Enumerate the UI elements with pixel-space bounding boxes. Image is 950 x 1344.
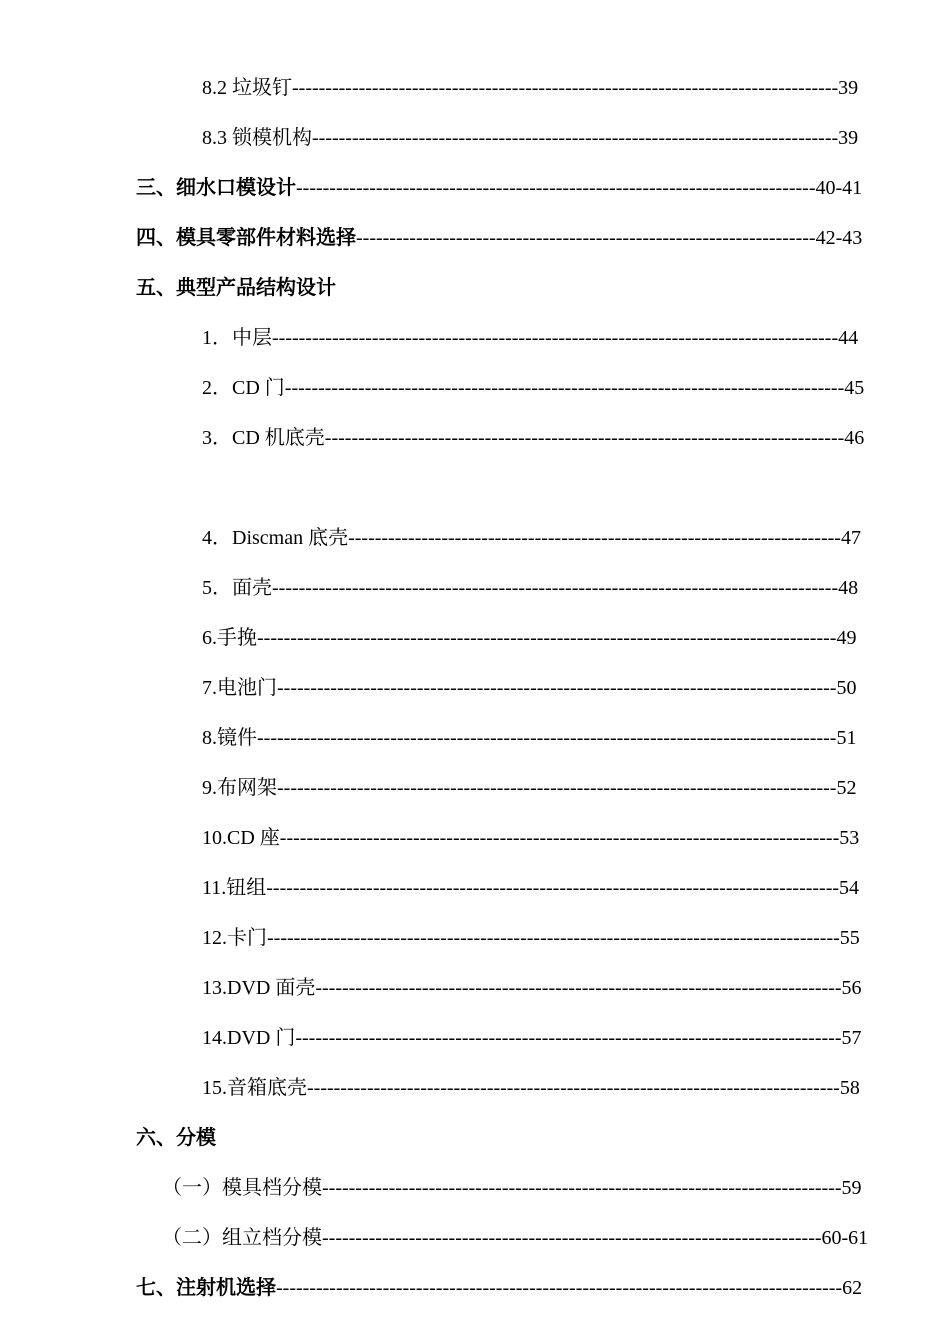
toc-dot-leader: ------------------------------------------------------------------------------------ (279, 827, 840, 849)
toc-entry-title: 12.卡门 (202, 927, 267, 949)
toc-entry-title: 3．CD 机底壳 (202, 427, 325, 449)
toc-entry[interactable] (136, 1276, 862, 1300)
toc-dot-leader: ------------------------------------------------------------------------------------ (277, 677, 837, 699)
toc-entry-title: 1．中层 (202, 327, 272, 349)
toc-page-number: 42-43 (815, 227, 863, 249)
toc-entry[interactable] (202, 1076, 860, 1100)
toc-entry[interactable] (202, 626, 856, 650)
toc-entry-title: 四、模具零部件材料选择 (136, 227, 356, 249)
toc-entry-title: （一）模具档分模 (162, 1177, 322, 1199)
toc-entry[interactable] (136, 176, 862, 200)
toc-dot-leader: ------------------------------------------------------------------------------------ (284, 377, 845, 399)
toc-entry[interactable] (202, 376, 864, 400)
toc-entry[interactable] (136, 276, 336, 300)
toc-entry-title: 六、分模 (136, 1127, 216, 1149)
toc-entry[interactable] (202, 776, 856, 800)
toc-dot-leader: ------------------------------------------------------------------------------------ (277, 777, 837, 799)
toc-entry-title: （二）组立档分模 (162, 1227, 322, 1249)
toc-page-number: 57 (841, 1027, 862, 1049)
toc-entry-title: 七、注射机选择 (136, 1277, 276, 1299)
toc-entry-title: 五、典型产品结构设计 (136, 277, 336, 299)
toc-page-number: 58 (839, 1077, 860, 1099)
toc-dot-leader: --------------------------------------------------------------------------------------- (257, 627, 837, 649)
toc-dot-leader: ------------------------------------------------------------------------------------- (276, 1277, 843, 1299)
toc-entry[interactable] (202, 526, 861, 550)
toc-dot-leader: ------------------------------------------------------------------------------ (296, 177, 816, 199)
toc-entry[interactable] (202, 76, 858, 100)
toc-entry-title: 三、细水口模设计 (136, 177, 296, 199)
toc-page-number: 49 (836, 627, 857, 649)
toc-dot-leader: ------------------------------------------------------------------------------------- (272, 327, 839, 349)
toc-entry[interactable] (162, 1176, 862, 1200)
toc-dot-leader: -------------------------------------------------------------------------- (348, 527, 841, 549)
toc-dot-leader: -------------------------------------------------------------------------------------- (266, 877, 840, 899)
toc-page-number: 39 (838, 127, 859, 149)
toc-entry[interactable] (202, 126, 858, 150)
toc-entry[interactable] (202, 826, 859, 850)
toc-page-number: 56 (841, 977, 862, 999)
toc-dot-leader: ------------------------------------------------------------------------------------- (272, 577, 839, 599)
toc-entry[interactable] (202, 1026, 861, 1050)
toc-dot-leader: ---------------------------------------------------------------------------------- (292, 77, 839, 99)
toc-dot-leader: --------------------------------------------------------------------------------------- (257, 727, 837, 749)
toc-entry-title: 8.2 垃圾钉 (202, 77, 292, 99)
toc-entry-title: 9.布网架 (202, 777, 277, 799)
toc-entry[interactable] (202, 426, 864, 450)
toc-page-number: 47 (840, 527, 861, 549)
toc-entry[interactable] (162, 1226, 868, 1250)
toc-dot-leader: --------------------------------------------------------------------------- (322, 1227, 822, 1249)
toc-entry[interactable] (202, 576, 858, 600)
toc-entry-title: 5．面壳 (202, 577, 272, 599)
toc-entry[interactable] (202, 326, 858, 350)
toc-entry[interactable] (202, 676, 856, 700)
toc-entry-title: 11.钮组 (202, 877, 267, 899)
toc-dot-leader: ---------------------------------------------------------------------------------- (295, 1027, 842, 1049)
toc-dot-leader: --------------------------------------------------------------------- (356, 227, 816, 249)
toc-page-number: 39 (838, 77, 859, 99)
toc-entry[interactable] (202, 726, 856, 750)
toc-entry[interactable] (202, 926, 860, 950)
toc-page-number: 54 (839, 877, 860, 899)
toc-dot-leader: ------------------------------------------------------------------------------- (315, 977, 842, 999)
toc-entry-title: 15.音箱底壳 (202, 1077, 307, 1099)
toc-page-number: 62 (842, 1277, 863, 1299)
toc-entry-title: 13.DVD 面壳 (202, 977, 316, 999)
toc-entry-title: 6.手挽 (202, 627, 257, 649)
toc-page-number: 52 (836, 777, 857, 799)
toc-page-number: 51 (836, 727, 857, 749)
toc-entry[interactable] (202, 976, 862, 1000)
toc-entry[interactable] (136, 1126, 216, 1150)
toc-entry-title: 4．Discman 底壳 (202, 527, 349, 549)
toc-entry[interactable] (136, 226, 862, 250)
toc-entry-title: 8.3 锁模机构 (202, 127, 312, 149)
toc-dot-leader: ------------------------------------------------------------------------------ (322, 1177, 842, 1199)
toc-entry-title: 14.DVD 门 (202, 1027, 296, 1049)
toc-dot-leader: ------------------------------------------------------------------------------ (324, 427, 845, 449)
toc-dot-leader: -------------------------------------------------------------------------------------- (267, 927, 840, 949)
toc-entry-title: 10.CD 座 (202, 827, 280, 849)
toc-page-number: 60-61 (821, 1227, 869, 1249)
toc-dot-leader: ------------------------------------------------------------------------------- (312, 127, 839, 149)
toc-page-number: 40-41 (815, 177, 863, 199)
toc-page-number: 50 (836, 677, 857, 699)
toc-page-number: 48 (838, 577, 859, 599)
toc-page-number: 45 (844, 377, 865, 399)
toc-entry-title: 8.镜件 (202, 727, 257, 749)
toc-page-number: 59 (841, 1177, 862, 1199)
toc-page-number: 46 (844, 427, 865, 449)
toc-page-number: 53 (839, 827, 860, 849)
toc-entry[interactable] (202, 876, 859, 900)
toc-entry-title: 7.电池门 (202, 677, 277, 699)
toc-page-number: 55 (839, 927, 860, 949)
toc-page-number: 44 (838, 327, 859, 349)
toc-dot-leader: -------------------------------------------------------------------------------- (307, 1077, 840, 1099)
toc-entry-title: 2．CD 门 (202, 377, 285, 399)
